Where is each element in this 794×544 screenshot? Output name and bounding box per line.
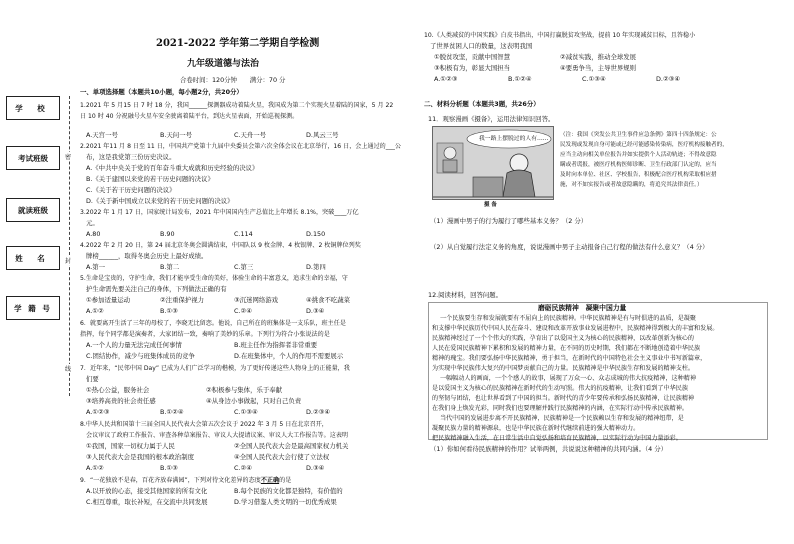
essay-line: 民族精神经过了一个个伟大的实践，孕育出了以爱国主义为核心的民族精神，以改革创新为核心的 <box>432 335 695 342</box>
subject-title: 九年级道德与法治 <box>187 59 260 69</box>
section1-heading: 一、单项选择题（本题共10小题，每小题2分，共20分） <box>80 88 243 96</box>
q4-text-line2: 牌榜______，取得冬奥会历史上最好成绩。 <box>86 252 208 260</box>
q5-text-line2: 护生命需先要关注自己的身体，下列做法正确的有 <box>86 285 227 293</box>
q2-option-b: B.《关于建国以来党的若干历史问题的决议》 <box>86 175 214 183</box>
q7-answer-b: B.①②④ <box>160 408 184 416</box>
q7-option-2: ②积极参与集体，乐于奉献 <box>206 386 283 394</box>
q3-option-b: B.90 <box>160 230 175 238</box>
q1-option-c: C.天舟一号 <box>234 131 267 139</box>
note-line-1: （注：我国《突发公共卫生事件应急条例》第四十四条规定：公 <box>560 132 717 138</box>
q5-answer-a: A.①② <box>86 307 104 315</box>
q5-answer-b: B.①③ <box>160 307 178 315</box>
q7-answer-c: C.①③④ <box>234 408 258 416</box>
q8-text-line2: 会议审议了政府工作报告、审查各种草案报告、审议人大提请议案、审议人大工作报告等。这表明 <box>86 432 349 439</box>
q2-option-d: D.《关于新中国成立以来党的若干历史问题的决议》 <box>86 197 234 205</box>
q11-sub2: （2）从自觉履行法定义务的角度，说说漫画中男子主动报备自己行程的做法有什么意义？（4 分） <box>430 243 709 251</box>
essay-line: 的坚韧与团结，也让世界看到了中国的担当。新时代的青少年要传承和弘扬民族精神，让民族精神 <box>432 395 695 402</box>
q8-option-3: ③人民代表大会是我国的根本政治制度 <box>86 453 194 461</box>
essay-line: 凝聚民族力量的精神源泉，也是中华民族在新时代继续前进的强大精神动力。 <box>432 425 640 432</box>
name-field[interactable] <box>6 246 60 270</box>
note-line-3: 应当主动向相关单位报告并如实提供个人活动轨迹；不得故意隐 <box>560 152 717 158</box>
q10-option-2: ②减贫实践，推动全球发展 <box>560 53 637 61</box>
q8-text-line1: 8.中华人民共和国第十三届全国人民代表大会第五次会议于 2022 年 3 月 5 日在北京召开， <box>80 421 328 428</box>
q2-option-a: A.《中共中央关于党的百年奋斗重大成就和历史经验的决议》 <box>86 164 259 172</box>
q4-option-a: A.第一 <box>86 263 106 271</box>
note-line-2: 民发现或发现自身可能或已经可能感染传染病，医疗机构接触者的， <box>560 142 728 148</box>
q3-option-c: C.114 <box>234 230 253 238</box>
q2-text-line2: 布，这是我党第三份历史决议。 <box>86 153 176 161</box>
school-field[interactable] <box>6 96 60 120</box>
fold-word-feng: 封 <box>65 258 72 265</box>
essay-line: 是以爱国主义为核心的民族精神在新时代的生动写照。伟大的抗疫精神，让我们看到了中华民族 <box>432 385 688 392</box>
q8-answer-a: A.①② <box>86 464 104 472</box>
student-id-label: 学 籍 号 <box>14 304 52 313</box>
q12-text: 12.阅读材料，回答问题。 <box>428 291 503 299</box>
essay-line: 在我们身上焕发光彩，同时我们也要理解并践行民族精神的内涵，在实际行动中传承民族精神。 <box>432 405 688 412</box>
q5-option-3: ③沉迷网络游戏 <box>234 296 279 304</box>
q5-option-4: ④挑食不吃蔬菜 <box>306 296 351 304</box>
binding-line <box>69 96 70 396</box>
student-info-sidebar <box>0 90 76 390</box>
q6-text-line2: 指挥，每个同学都是演奏者，大家团结一致，奏响了美妙的乐章。下列行为符合小张说法的是 <box>80 331 330 338</box>
q4-text-line1: 4.2022 年 2 月 20 日，第 24 届北京冬奥会圆满结束，中国队以 9 枚金牌、4 枚银牌、2 枚铜牌位列奖 <box>80 242 361 249</box>
note-line-4: 瞒或者谎报，被医疗机构医师诊断、卫生行政部门认定的，应当 <box>560 162 717 168</box>
essay-line: 当代中国的发展进步离不开民族精神，民族精神是一个民族赖以生存和发展的精神纽带，是 <box>440 415 684 422</box>
q2-text-line1: 2.2021 年11 月 8 日至 11 日，中国共产党第十九届中央委员会第六次全体会议在北京举行，16 日，会上通过的___公 <box>80 143 402 150</box>
q9-text <box>80 477 291 484</box>
q4-option-c: C.第三 <box>234 263 254 271</box>
fold-word-xian: 线 <box>65 366 72 373</box>
essay-line: 一个民族要生存和发展就要有不屈向上的民族精神。中华民族精神是有与时俱进的品质，是凝聚 <box>440 315 696 322</box>
fold-word-mi: 密 <box>65 154 72 161</box>
essay-line: 人民在爱国民族精神下累积和发展的精神力量，在不同的历史时期，我们都在不断地创造着中华民族 <box>432 345 701 352</box>
cartoon-image <box>432 126 554 200</box>
q7-option-4: ④从身边小事做起，只对自己负责 <box>206 397 302 405</box>
q8-option-4: ④全国人民代表大会行使了立法权 <box>234 453 330 461</box>
q10-answer-d: D.②③④ <box>656 75 681 83</box>
cartoon-speech: 我一路上摆脱过的人有…… <box>479 136 549 142</box>
essay-line: 一幅幅动人的画面，一个个感人的故事，展现了万众一心、众志成城的伟大抗疫精神，这种精神 <box>440 375 696 382</box>
q9-option-b: B.每个民族的文化都是独特，有价值的 <box>234 487 343 495</box>
q9-option-d: D.学习借鉴人类文明的一切优秀成果 <box>234 498 337 506</box>
q10-answer-c: C.①③④ <box>582 75 606 83</box>
cartoon-caption: 摄 备 <box>484 202 497 208</box>
essay-title: 磨砺民族精神 凝聚中国力量 <box>538 304 627 312</box>
q5-text-line1: 5.生命是宝贵的，守护生命，我们才能享受生命的美好，体验生命的丰富意义，追求生命的幸福，守 <box>80 275 348 282</box>
q8-answer-c: C.②④ <box>234 464 252 472</box>
exam-info: 合卷时间：120分钟 满分：70 分 <box>180 76 286 84</box>
q3-text-line1: 3.2022 年 1 月 17 日，国家统计局发布，2021 年中国国内生产总值比上年增长 8.1%，突破____万亿 <box>80 209 359 216</box>
q1-option-d: D.风云三号 <box>306 131 339 139</box>
school-label: 学 校 <box>15 104 51 113</box>
q5-option-1: ①参加适量运动 <box>86 296 131 304</box>
exam-title: 2021-2022 学年第二学期自学检测 <box>156 38 320 49</box>
q9-emphasis: 不正确 <box>260 477 280 484</box>
q8-option-1: ①我国，国家一切权力属于人民 <box>86 442 175 450</box>
note-line-5: 及时向本单位、社区、学校报告，积极配合医疗机构采取相应措 <box>560 172 717 178</box>
q1-option-a: A.天宫一号 <box>86 131 118 139</box>
q9-option-c: C.相互尊重，取长补短，在交流中共同发展 <box>86 498 208 506</box>
study-class-label: 就读班级 <box>18 206 48 215</box>
q10-text-line2: 了世界贫困人口的数量，这表明我国 <box>430 42 533 50</box>
note-line-6: 施，对不如实报告或者故意隐瞒的，将追究其法律责任。） <box>560 182 703 188</box>
q4-option-d: D.第四 <box>306 263 326 271</box>
q7-text-line1: 7．近年来，“民邻中国 Day” 已成为人们广泛学习的楷模，为了更好传递这些人物身上的正能量，我 <box>80 365 350 372</box>
q8-answer-d: D.③④ <box>306 464 325 472</box>
q6-option-b: B.班主任作为指挥者非常重要 <box>234 341 318 349</box>
essay-line: 把民族精神融入生活，在日常生活中自觉弘扬和培育民族精神，以实际行动为中国力量添彩。 <box>432 435 682 442</box>
q3-option-d: D.150 <box>306 230 326 238</box>
q1-option-b: B.天问一号 <box>160 131 192 139</box>
q9-stem: 9．“一花独放不是春，百花齐放春满园”，下列对待文化差异的态度 <box>80 477 261 484</box>
q10-answer-b: B.①②④ <box>508 75 532 83</box>
q10-option-3: ③积极有为，彰显大国担当 <box>434 64 511 72</box>
q9-stem-tail: 的是 <box>279 477 292 484</box>
q10-answer-a: A.①②③ <box>434 75 458 83</box>
q8-option-2: ②全国人民代表大会是最高国家权力机关 <box>234 442 349 450</box>
q6-option-a: A.一个人的力量无法完成任何事情 <box>86 341 182 349</box>
exam-class-field[interactable] <box>6 146 60 170</box>
q6-option-c: C.团结协作，减少与班集体成员的竞争 <box>86 352 195 360</box>
exam-class-label: 考试班级 <box>18 154 48 163</box>
q6-text-line1: 6．就要离开生活了三年的母校了，李晓无比留恋。他说，自己所在的班集体是一支乐队，班主任是 <box>80 320 346 327</box>
student-id-field[interactable] <box>6 296 60 320</box>
q10-text-line1: 10.《人类减贫的中国实践》白皮书指出，中国打赢脱贫攻坚战，提前 10 年实现减贫目标，且答稳小 <box>424 32 696 39</box>
q7-option-1: ①热心公益，服务社会 <box>86 386 150 394</box>
q11-text: 11．观察漫画《摄备》，运用法律知识回答。 <box>428 115 555 123</box>
essay-line: 精神的瑰宝。我们要弘扬中华民族精神，勇于担当，在新时代的中国特色社会主义事业中书写新篇章， <box>432 355 707 362</box>
q10-option-1: ①脱贫攻坚，贡献中国智慧 <box>434 53 511 61</box>
study-class-field[interactable] <box>6 198 60 222</box>
q7-answer-d: D.②③④ <box>306 408 331 416</box>
q12-sub1: （1）你如何看待民族精神的作用？试举两例，共说说这种精神的共同内涵。（4 分） <box>430 445 668 453</box>
q7-option-3: ③培养高贵的社会责任感 <box>86 397 156 405</box>
q8-answer-b: B.①③ <box>160 464 178 472</box>
q6-option-d: D.在班集体中，个人的作用不需要展示 <box>234 352 344 360</box>
essay-line: 为实现中华民族伟大复兴的中国梦贡献自己的力量。民族精神是中华民族生存和发展的精神支柱。 <box>432 365 695 372</box>
q3-text-line2: 元。 <box>86 219 99 227</box>
q5-answer-c: C.②④ <box>234 307 252 315</box>
q1-text: 1.2021 年 5 月15 日 7 时 18 分，我国______探测器成功着陆火星，我国成为第二个实现火星着陆的国家，5 月 22 日 10 时 40 分祝融号火星车安全驶离着陆平台，到达火星表面，开始巡视探测。 <box>80 102 394 120</box>
q7-text-line2: 们要 <box>86 375 99 383</box>
q11-sub1: （1）漫画中男子的行为履行了哪些基本义务？（2 分） <box>430 217 588 225</box>
q5-answer-d: D.③④ <box>306 307 325 315</box>
q2-option-c: C.《关于若干历史问题的决议》 <box>86 186 176 194</box>
q10-option-4: ④要勇争当，主导世界规则 <box>560 64 637 72</box>
name-label: 姓 名 <box>15 254 51 263</box>
q3-option-a: A.80 <box>86 230 101 238</box>
q4-option-b: B.第二 <box>160 263 180 271</box>
essay-line: 和支撑中华民族历代中国人民在奋斗、建设和改革开放事业发展进程中，民族精神得到极大的丰富和发展。 <box>432 325 719 332</box>
q7-answer-a: A.①②③ <box>86 408 110 416</box>
section2-heading: 二、材料分析题（本题共3题，共26分） <box>424 100 540 108</box>
q9-option-a: A.以开放的心态，接受其他国家的所有文化 <box>86 487 208 495</box>
q5-option-2: ②注重保护视力 <box>160 296 205 304</box>
